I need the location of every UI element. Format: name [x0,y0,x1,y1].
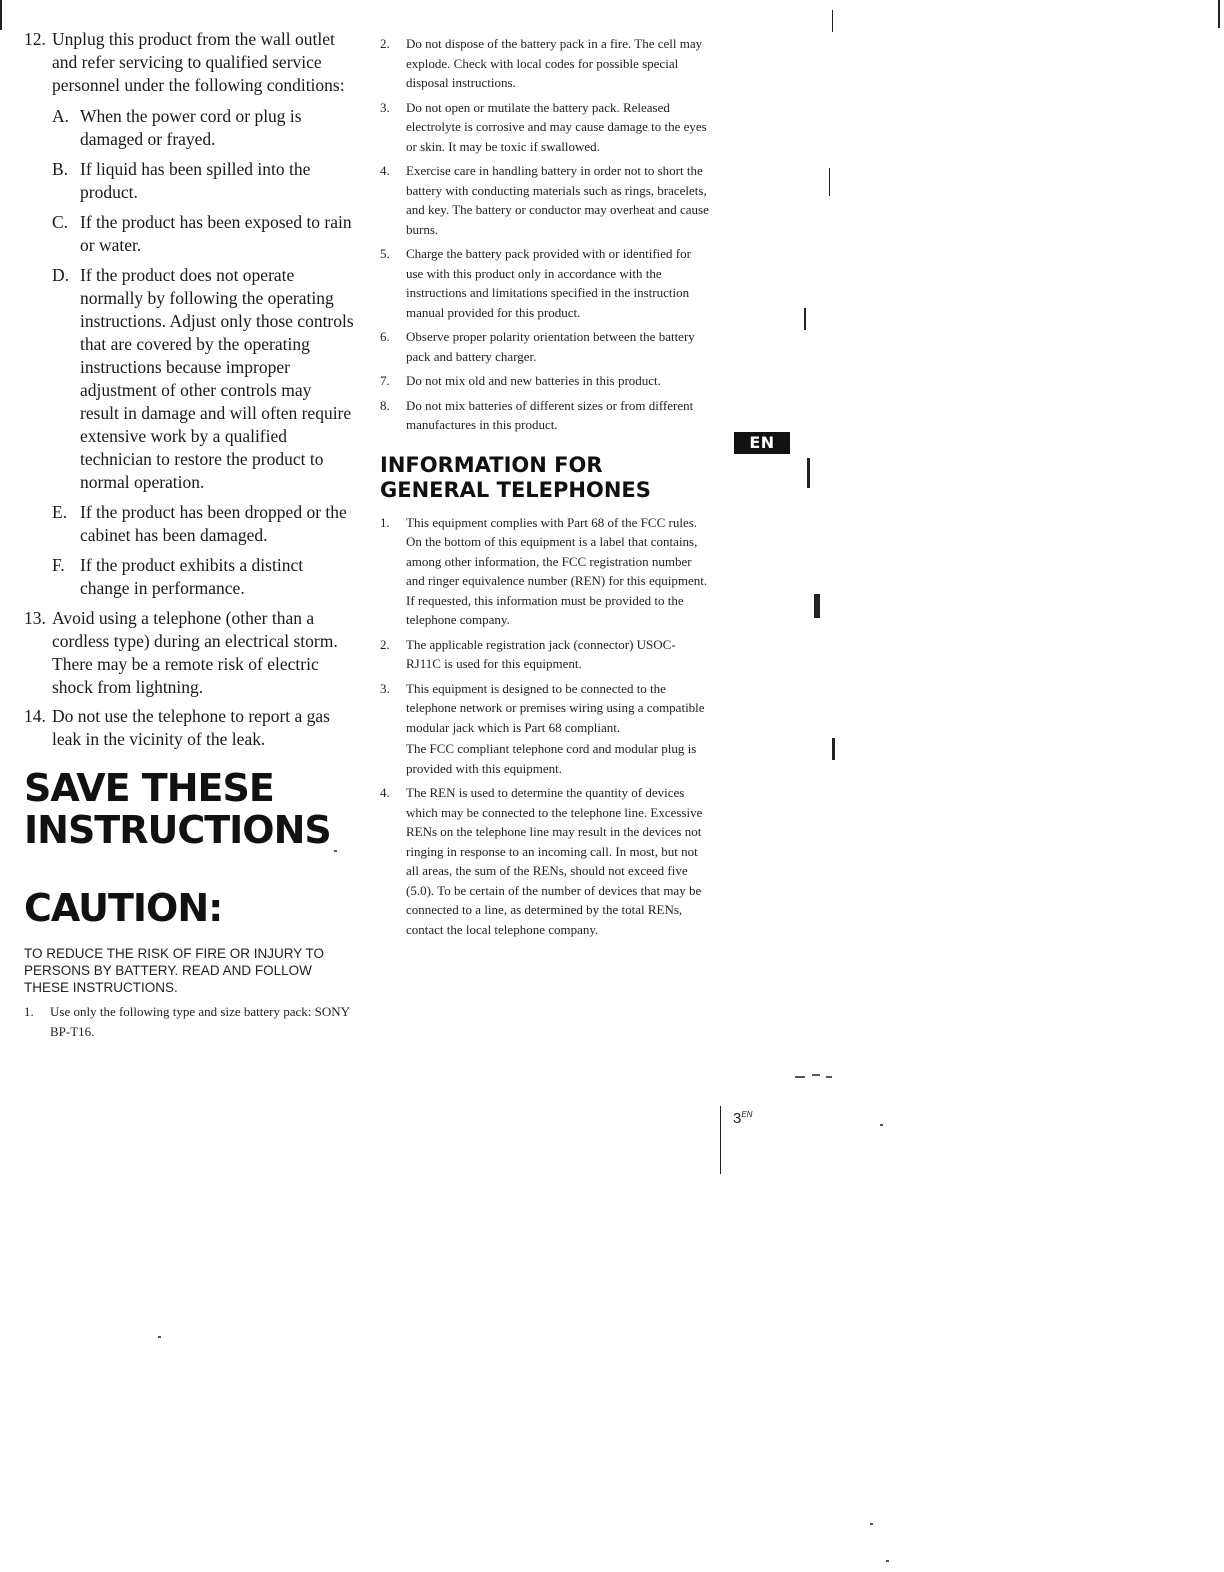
item-number: 2. [380,36,390,51]
margin-rule [829,168,830,196]
item-number: 3. [380,680,390,696]
condition-letter: E. [52,502,68,522]
item-number: 6. [380,329,390,344]
item-number: 2. [380,636,390,652]
info-item-2 [380,635,710,674]
item-number: 14. [24,706,46,726]
battery-item-6 [380,327,710,366]
item-text: Do not dispose of the battery pack in a fire. The cell may explode. Check with local codes for possible special disposal instructions. [406,36,703,90]
item-number: 1. [24,1004,34,1019]
item-text: This equipment is designed to be connected to the telephone network or premises wiring using a compatible modular jack which is Part 68 compliant. [406,680,705,735]
condition-letter: B. [52,159,69,179]
scan-speck [795,1076,805,1078]
item-text: Do not mix batteries of different sizes or from different manufactures in this product. [406,397,694,432]
info-general-telephones-heading [380,453,710,503]
condition-a [52,105,354,151]
save-heading-line2: INSTRUCTIONS [24,808,331,852]
scan-speck [826,1076,832,1078]
condition-text: When the power cord or plug is damaged or frayed. [80,106,302,149]
battery-list-continued [380,34,710,435]
language-tab-en: EN [734,432,790,454]
margin-rule [832,738,835,760]
list-item-14 [24,705,354,751]
item-text: Unplug this product from the wall outlet and refer servicing to qualified service personnel under the following conditions: [52,29,345,95]
save-heading-line1: SAVE THESE [24,766,274,810]
item-text: Use only the following type and size battery pack: SONY BP-T16. [50,1004,350,1039]
battery-item-3 [380,98,710,157]
item-text: Observe proper polarity orientation between the battery pack and battery charger. [406,329,695,364]
page-number-value: 3 [733,1110,742,1127]
item-number: 8. [380,397,390,413]
conditions-list [52,105,354,600]
info-item-1 [380,513,710,630]
item-text: Avoid using a telephone (other than a cordless type) during an electrical storm. There may be a remote risk of electric shock from lightning. [52,608,338,697]
condition-text: If the product does not operate normally by following the operating instructions. Adjust only those controls that are covered by the operating instructions because improper adjustment of other controls may result in damage and will often require extensive work by a qualified technician to restore the product to normal operation. [80,265,354,492]
condition-letter: F. [52,555,65,575]
condition-text: If the product has been dropped or the cabinet has been damaged. [80,502,347,545]
margin-rule [1218,0,1220,28]
battery-item-2 [380,34,710,93]
item-text: Charge the battery pack provided with or identified for use with this product only in accordance with the instructions and limitations specified in the instruction manual provided for this product. [406,246,691,320]
left-column [24,28,354,1046]
battery-item-8 [380,396,710,435]
caution-text: TO REDUCE THE RISK OF FIRE OR INJURY TO PERSONS BY BATTERY. READ AND FOLLOW THESE INSTRUCTIONS. [24,946,325,995]
list-item-12 [24,28,354,600]
item-text: Do not use the telephone to report a gas leak in the vicinity of the leak. [52,706,330,749]
item-number: 5. [380,246,390,261]
caution-heading: CAUTION: [24,886,223,930]
info-item-4 [380,783,710,939]
page-number-rule [720,1106,721,1174]
condition-letter: A. [52,106,70,126]
page-number-suffix: EN [741,1110,753,1119]
scan-speck [870,1523,873,1525]
item-number: 13. [24,608,46,628]
save-instructions-heading [24,767,354,851]
scan-speck [158,1336,161,1338]
item-number: 4. [380,163,390,178]
condition-e [52,501,354,547]
right-column [380,28,710,944]
margin-rule [814,594,820,618]
battery-item-1 [24,1002,354,1041]
scan-speck [886,1560,889,1562]
item-number: 3. [380,99,390,115]
condition-text: If the product exhibits a distinct change in performance. [80,555,304,598]
item-number: 7. [380,373,390,388]
item-text: Exercise care in handling battery in order not to short the battery with conducting materials such as rings, bracelets, and key. The battery or conductor may overheat and cause burns. [406,163,709,237]
condition-c [52,211,354,257]
condition-text: If the product has been exposed to rain or water. [80,212,352,255]
item-number: 1. [380,514,390,530]
left-edge-mark [0,0,2,30]
safety-list [24,28,354,751]
scan-speck [334,850,337,852]
telephone-info-list [380,513,710,940]
condition-b [52,158,354,204]
margin-rule [832,10,833,32]
info-heading-line1: INFORMATION FOR [380,452,603,477]
condition-f [52,554,354,600]
item-text: Do not open or mutilate the battery pack. Released electrolyte is corrosive and may cause damage to the eyes or skin. It may be toxic if swallowed. [406,99,707,154]
item-text: Do not mix old and new batteries in this product. [406,373,661,388]
margin-rule [807,458,810,488]
margin-rule [804,308,806,330]
battery-item-7 [380,371,710,391]
item-number: 12. [24,29,46,49]
battery-item-4 [380,161,710,239]
info-heading-line2: GENERAL TELEPHONES [380,477,651,502]
list-item-13 [24,607,354,699]
item-text: The REN is used to determine the quantity of devices which may be connected to the telephone line. Excessive RENs on the telephone line may result in the devices not ringing in response to an incoming call. In most, but not all areas, the sum of the RENs, should not exceed five (5.0). To be certain of the number of devices that may be connected to a line, as determined by the total RENs, contact the local telephone company. [406,785,703,937]
item-extra-paragraph: The FCC compliant telephone cord and modular plug is provided with this equipment. [406,741,697,776]
condition-text: If liquid has been spilled into the product. [80,159,311,202]
item-number: 4. [380,785,390,800]
scan-speck [812,1074,820,1076]
battery-item-5 [380,244,710,322]
item-text: This equipment complies with Part 68 of the FCC rules. On the bottom of this equipment is a label that contains, among other information, the FCC registration number and ringer equivalence number (REN) for this equipment. If requested, this information must be provided to the telephone company. [406,514,708,627]
info-item-3 [380,679,710,779]
item-text: The applicable registration jack (connector) USOC-RJ11C is used for this equipment. [406,636,676,671]
condition-letter: C. [52,212,69,232]
condition-letter: D. [52,265,70,285]
battery-list-start [24,1002,354,1041]
condition-d [52,264,354,494]
page-number [733,1110,752,1127]
scan-speck [880,1124,883,1126]
